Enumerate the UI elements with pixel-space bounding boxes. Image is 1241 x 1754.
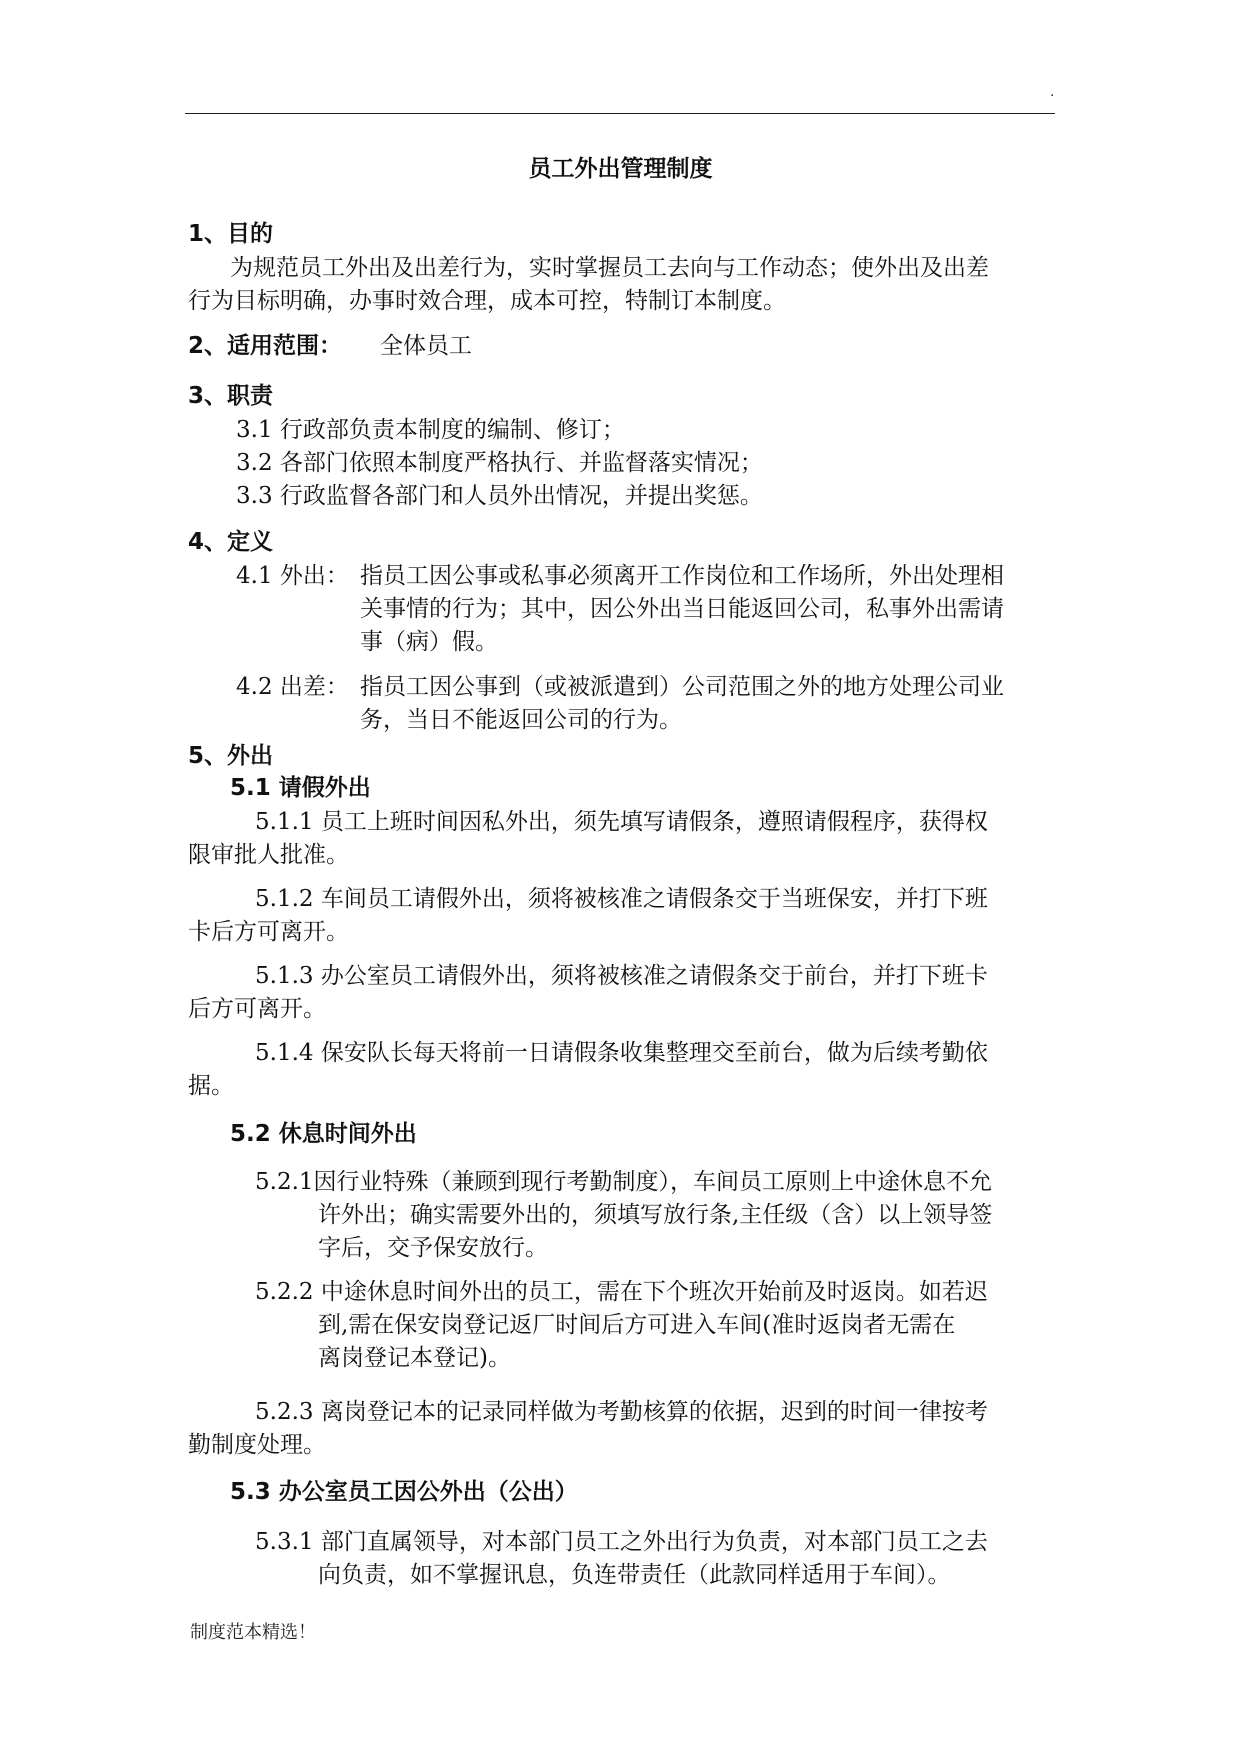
definition-2-line-1: 指员工因公事到（或被派遣到）公司范围之外的地方处理公司业 [360,674,1004,700]
para-5-2-2-line-3: 离岗登记本登记)。 [318,1345,511,1371]
section-1-heading: 1、目的 [188,221,274,247]
para-5-2-3-line-2: 勤制度处理。 [188,1432,326,1458]
para-5-2-1-line-1: 5.2.1因行业特殊（兼顾到现行考勤制度），车间员工原则上中途休息不允 [255,1169,993,1195]
para-5-1-2-line-1: 5.1.2 车间员工请假外出，须将被核准之请假条交于当班保安，并打下班 [255,886,988,912]
section-1-line-1: 为规范员工外出及出差行为，实时掌握员工去向与工作动态；使外出及出差 [230,255,989,281]
definition-1-line-2: 关事情的行为；其中，因公外出当日能返回公司，私事外出需请 [360,596,1004,622]
subsection-5-2-heading: 5.2 休息时间外出 [230,1121,417,1147]
para-5-2-2-line-2: 到,需在保安岗登记返厂时间后方可进入车间(准时返岗者无需在 [318,1312,956,1338]
section-3-item-1: 3.1 行政部负责本制度的编制、修订； [236,417,625,443]
para-5-3-1-line-1: 5.3.1 部门直属领导，对本部门员工之外出行为负责，对本部门员工之去 [255,1529,988,1555]
para-5-2-1-line-3: 字后，交予保安放行。 [318,1235,548,1261]
para-5-2-2-line-1: 5.2.2 中途休息时间外出的员工，需在下个班次开始前及时返岗。如若迟 [255,1279,988,1305]
subsection-5-1-heading: 5.1 请假外出 [230,775,371,801]
para-5-1-4-line-2: 据。 [188,1073,234,1099]
subsection-5-3-heading: 5.3 办公室员工因公外出（公出） [230,1479,578,1505]
header-rule [185,113,1055,114]
section-2-value: 全体员工 [380,333,472,359]
definition-2-line-2: 务，当日不能返回公司的行为。 [360,707,682,733]
definition-2-label: 4.2 出差： [236,674,349,700]
para-5-2-1-line-2: 许外出；确实需要外出的，须填写放行条,主任级（含）以上领导签 [318,1202,993,1228]
para-5-2-3-line-1: 5.2.3 离岗登记本的记录同样做为考勤核算的依据，迟到的时间一律按考 [255,1399,988,1425]
para-5-1-1-line-1: 5.1.1 员工上班时间因私外出，须先填写请假条，遵照请假程序，获得权 [255,809,988,835]
para-5-1-2-line-2: 卡后方可离开。 [188,919,349,945]
page-footer: 制度范本精选！ [190,1622,316,1643]
section-3-item-2: 3.2 各部门依照本制度严格执行、并监督落实情况； [236,450,763,476]
section-3-item-3: 3.3 行政监督各部门和人员外出情况，并提出奖惩。 [236,483,763,509]
para-5-3-1-line-2: 向负责，如不掌握讯息，负连带责任（此款同样适用于车间）。 [318,1562,951,1588]
section-4-heading: 4、定义 [188,529,274,555]
para-5-1-3-line-1: 5.1.3 办公室员工请假外出，须将被核准之请假条交于前台，并打下班卡 [255,963,988,989]
para-5-1-1-line-2: 限审批人批准。 [188,842,349,868]
document-title: 员工外出管理制度 [528,156,713,182]
definition-1-label: 4.1 外出： [236,563,349,589]
section-3-heading: 3、职责 [188,383,274,409]
section-1-line-2: 行为目标明确，办事时效合理，成本可控，特制订本制度。 [188,288,786,314]
definition-1-line-3: 事（病）假。 [360,629,498,655]
section-5-heading: 5、外出 [188,743,274,769]
header-mark: . [1050,84,1055,100]
section-2-heading: 2、适用范围： [188,333,343,359]
definition-1-line-1: 指员工因公事或私事必须离开工作岗位和工作场所，外出处理相 [360,563,1004,589]
para-5-1-3-line-2: 后方可离开。 [188,996,326,1022]
para-5-1-4-line-1: 5.1.4 保安队长每天将前一日请假条收集整理交至前台，做为后续考勤依 [255,1040,988,1066]
